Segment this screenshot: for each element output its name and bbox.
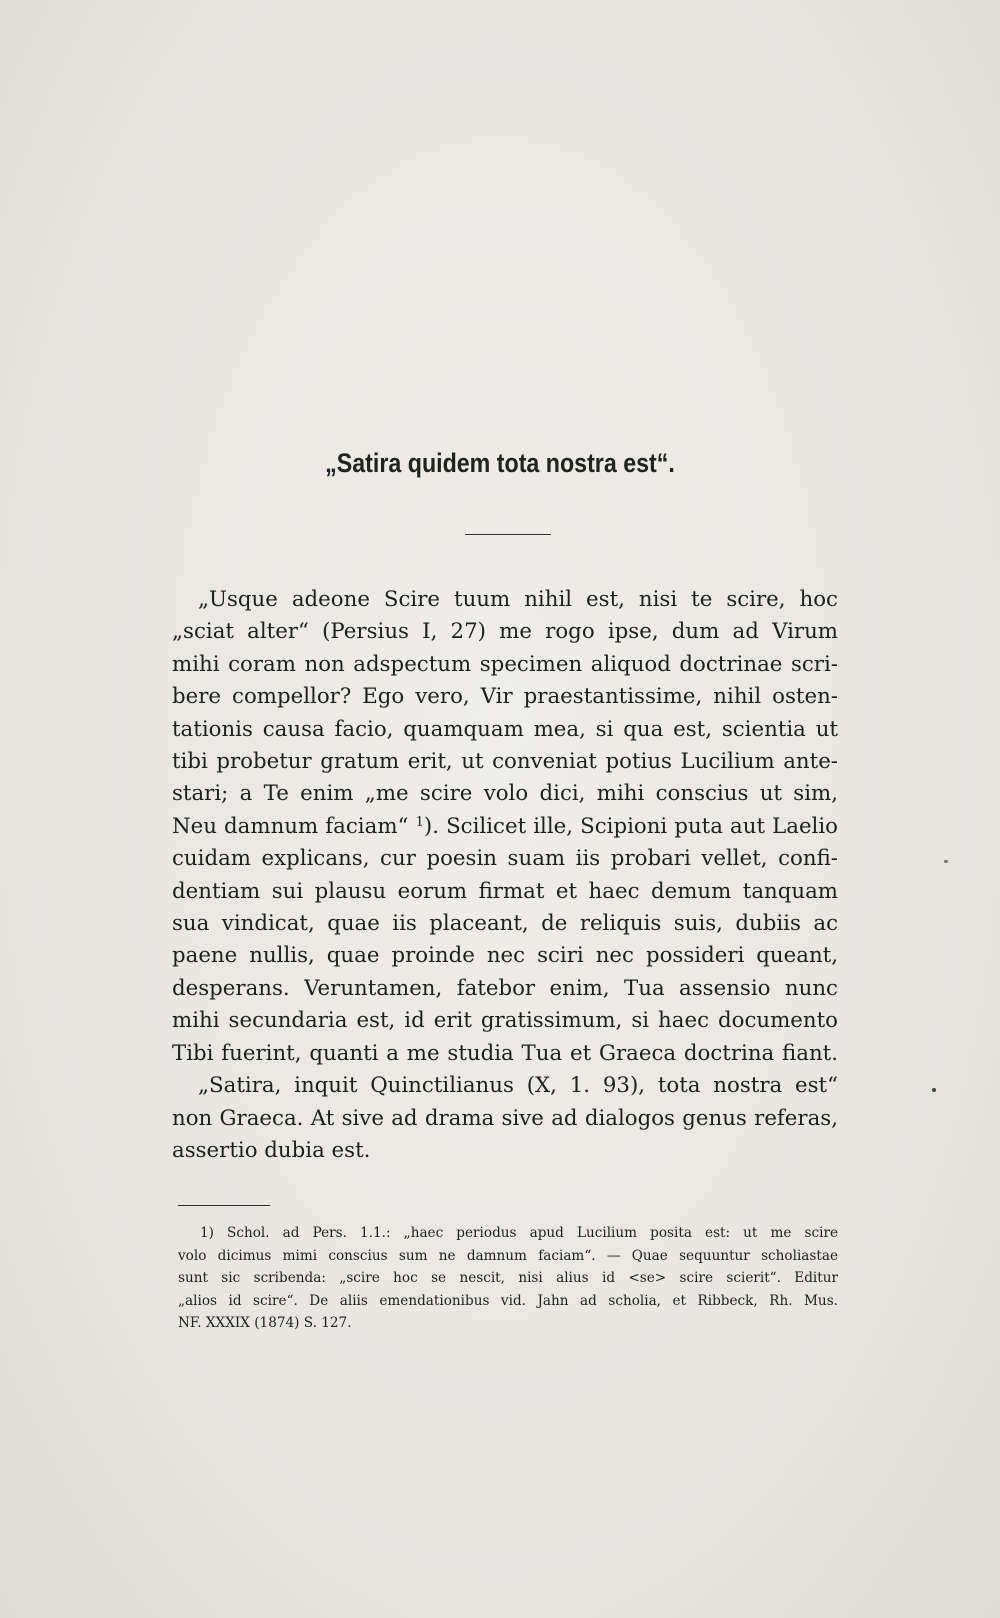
text-fragment: ). Scilicet ille, Scipioni puta aut Laelio bbox=[423, 813, 838, 839]
text-line: desperans. Veruntamen, fatebor enim, Tua assensio nunc bbox=[172, 975, 838, 1001]
footnote-line: NF. XXXIX (1874) S. 127. bbox=[178, 1315, 352, 1332]
footnote-divider bbox=[178, 1205, 270, 1206]
print-speck bbox=[944, 860, 948, 863]
text-line: sua vindicat, quae iis placeant, de reliquis suis, dubiis ac bbox=[172, 911, 838, 937]
text-line: cuidam explicans, cur poesin suam iis probari vellet, confi- bbox=[172, 846, 838, 872]
page-title: „Satira quidem tota nostra est“. bbox=[325, 448, 675, 478]
text-line: mihi coram non adspectum specimen aliquod doctrinae scri- bbox=[172, 651, 838, 677]
footnote-line: sunt sic scribenda: „scire hoc se nescit, nisi alius id <se> scire scierit“. Editur bbox=[178, 1270, 838, 1287]
text-line: mihi secundaria est, id erit gratissimum, si haec documento bbox=[172, 1008, 838, 1034]
text-line: tationis causa facio, quamquam mea, si qua est, scientia ut bbox=[172, 716, 838, 742]
title-divider bbox=[465, 534, 551, 535]
text-line: „sciat alter“ (Persius I, 27) me rogo ipse, dum ad Virum bbox=[172, 619, 838, 645]
text-fragment: Neu damnum faciam“ bbox=[172, 813, 409, 839]
text-line: stari; a Te enim „me scire volo dici, mihi conscius ut sim, bbox=[172, 781, 838, 807]
text-line: non Graeca. At sive ad drama sive ad dialogos genus referas, bbox=[172, 1105, 838, 1131]
text-line bbox=[172, 811, 838, 843]
print-speck bbox=[932, 1088, 936, 1092]
text-line: Tibi fuerint, quanti a me studia Tua et Graeca doctrina fiant. bbox=[172, 1040, 838, 1066]
text-line: dentiam sui plausu eorum firmat et haec demum tanquam bbox=[172, 878, 838, 904]
text-line: tibi probetur gratum erit, ut conveniat potius Lucilium ante- bbox=[172, 749, 838, 775]
footnote-line: „alios id scire“. De aliis emendationibus vid. Jahn ad scholia, et Ribbeck, Rh. Mus. bbox=[178, 1292, 838, 1309]
footnote-reference: 1 bbox=[415, 814, 424, 830]
footnote-line: volo dicimus mimi conscius sum ne damnum faciam“. — Quae sequuntur scholiastae bbox=[178, 1247, 838, 1264]
text-line: „Satira, inquit Quinctilianus (X, 1. 93), tota nostra est“ bbox=[198, 1073, 838, 1099]
main-text bbox=[172, 584, 838, 1167]
text-line: „Usque adeone Scire tuum nihil est, nisi te scire, hoc bbox=[198, 587, 838, 612]
text-line: assertio dubia est. bbox=[172, 1137, 371, 1163]
footnote bbox=[178, 1222, 838, 1335]
footnote-line: 1) Schol. ad Pers. 1.1.: „haec periodus apud Lucilium posita est: ut me scire bbox=[200, 1225, 838, 1241]
text-line: paene nullis, quae proinde nec sciri nec possideri queant, bbox=[172, 943, 838, 969]
text-line: bere compellor? Ego vero, Vir praestantissime, nihil osten- bbox=[172, 684, 838, 710]
